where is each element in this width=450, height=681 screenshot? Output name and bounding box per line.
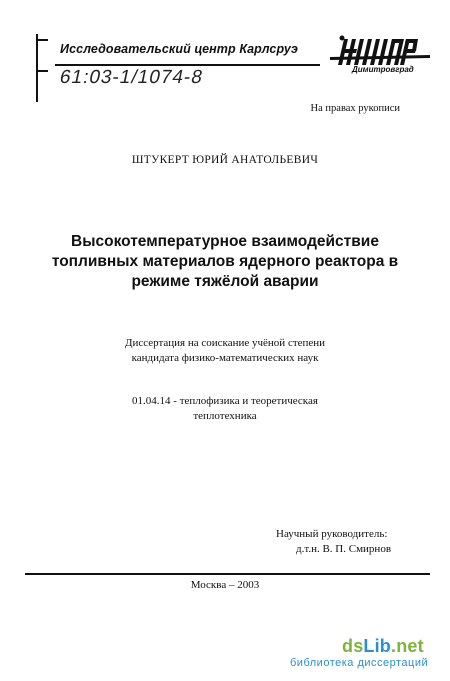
specialty-line: теплотехника (193, 410, 257, 422)
supervisor-block (276, 527, 391, 557)
title-line: режиме тяжёлой аварии (131, 273, 319, 290)
watermark-logo (342, 636, 424, 657)
dissertation-title (40, 232, 410, 292)
footer-rule (25, 573, 430, 575)
degree-statement (60, 336, 390, 366)
rights-note: На правах рукописи (310, 103, 400, 114)
header-bottom-tick (36, 70, 48, 72)
specialty-code (60, 394, 390, 424)
institute-name: Исследовательский центр Карлсруэ (60, 42, 298, 56)
niiar-logo-mark-icon (330, 35, 430, 69)
city-year: Москва – 2003 (190, 579, 260, 591)
title-line: топливных материалов ядерного реактора в (51, 253, 399, 270)
header-top-tick (36, 39, 48, 41)
logo-text: НИИАР (330, 35, 334, 36)
niiar-logo (330, 35, 430, 85)
header-vertical-rule (36, 34, 38, 102)
watermark-net: .net (391, 636, 424, 656)
watermark-caption: библиотека диссертаций (290, 657, 429, 669)
handwritten-code: 61:03-1/1074-8 (57, 67, 206, 88)
watermark-ds: ds (342, 636, 364, 656)
specialty-line: 01.04.14 - теплофизика и теоретическая (132, 395, 318, 407)
supervisor-label: Научный руководитель: (276, 528, 388, 540)
header-horizontal-rule (55, 64, 320, 66)
title-line: Высокотемпературное взаимодействие (71, 233, 379, 250)
supervisor-name: д.т.н. В. П. Смирнов (296, 543, 392, 555)
degree-line: Диссертация на соискание учёной степени (124, 337, 326, 349)
degree-line: кандидата физико-математических наук (131, 352, 319, 364)
watermark-lib: Lib (363, 636, 391, 656)
author-name: ШТУКЕРТ ЮРИЙ АНАТОЛЬЕВИЧ (131, 154, 319, 166)
logo-city: Димитровград (352, 65, 414, 74)
